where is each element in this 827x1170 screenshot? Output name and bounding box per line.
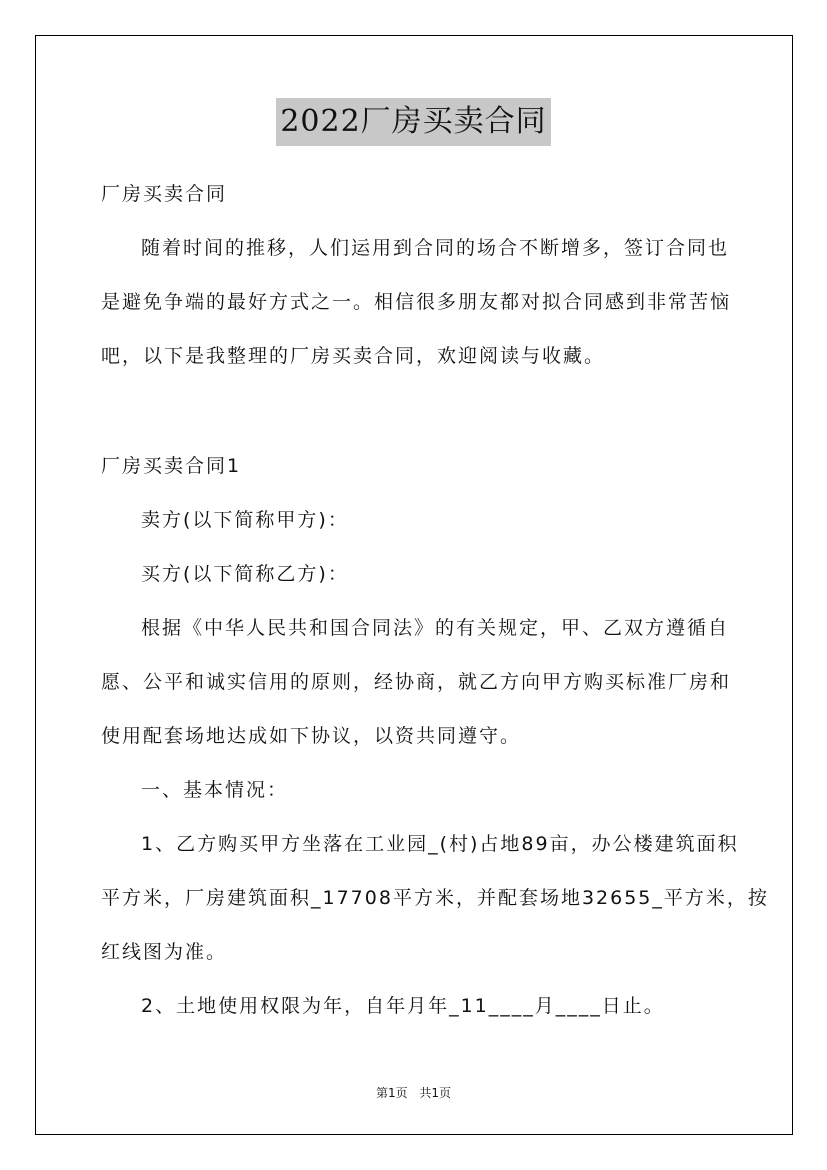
clause-heading: 一、基本情况： xyxy=(141,779,289,801)
paragraph-line: 使用配套场地达成如下协议，以资共同遵守。 xyxy=(101,725,522,747)
paragraph-line: 1、乙方购买甲方坐落在工业园_(村)占地89亩，办公楼建筑面积 xyxy=(141,833,739,855)
paragraph-line: 根据《中华人民共和国合同法》的有关规定，甲、乙双方遵循自 xyxy=(141,617,730,639)
paragraph-line: 是避免争端的最好方式之一。相信很多朋友都对拟合同感到非常苦恼 xyxy=(101,291,732,313)
buyer-line: 买方(以下简称乙方)： xyxy=(141,563,349,585)
page-number: 第1页 xyxy=(375,1086,408,1100)
section-heading: 厂房买卖合同 xyxy=(101,183,228,205)
contract-heading: 厂房买卖合同1 xyxy=(101,455,242,477)
paragraph-line: 随着时间的推移，人们运用到合同的场合不断增多，签订合同也 xyxy=(141,237,730,259)
paragraph-line: 红线图为准。 xyxy=(101,941,228,963)
page-footer xyxy=(0,1084,827,1101)
seller-line: 卖方(以下简称甲方)： xyxy=(141,509,349,531)
document-title: 2022厂房买卖合同 xyxy=(276,98,550,146)
paragraph-line: 平方米，厂房建筑面积_17708平方米，并配套场地32655_平方米，按 xyxy=(101,887,769,909)
page-total: 共1页 xyxy=(419,1086,452,1100)
title-container xyxy=(0,98,827,146)
paragraph-line: 愿、公平和诚实信用的原则，经协商，就乙方向甲方购买标准厂房和 xyxy=(101,671,732,693)
paragraph-line: 2、土地使用权限为年，自年月年_11____月____日止。 xyxy=(141,995,665,1017)
paragraph-line: 吧，以下是我整理的厂房买卖合同，欢迎阅读与收藏。 xyxy=(101,345,606,367)
